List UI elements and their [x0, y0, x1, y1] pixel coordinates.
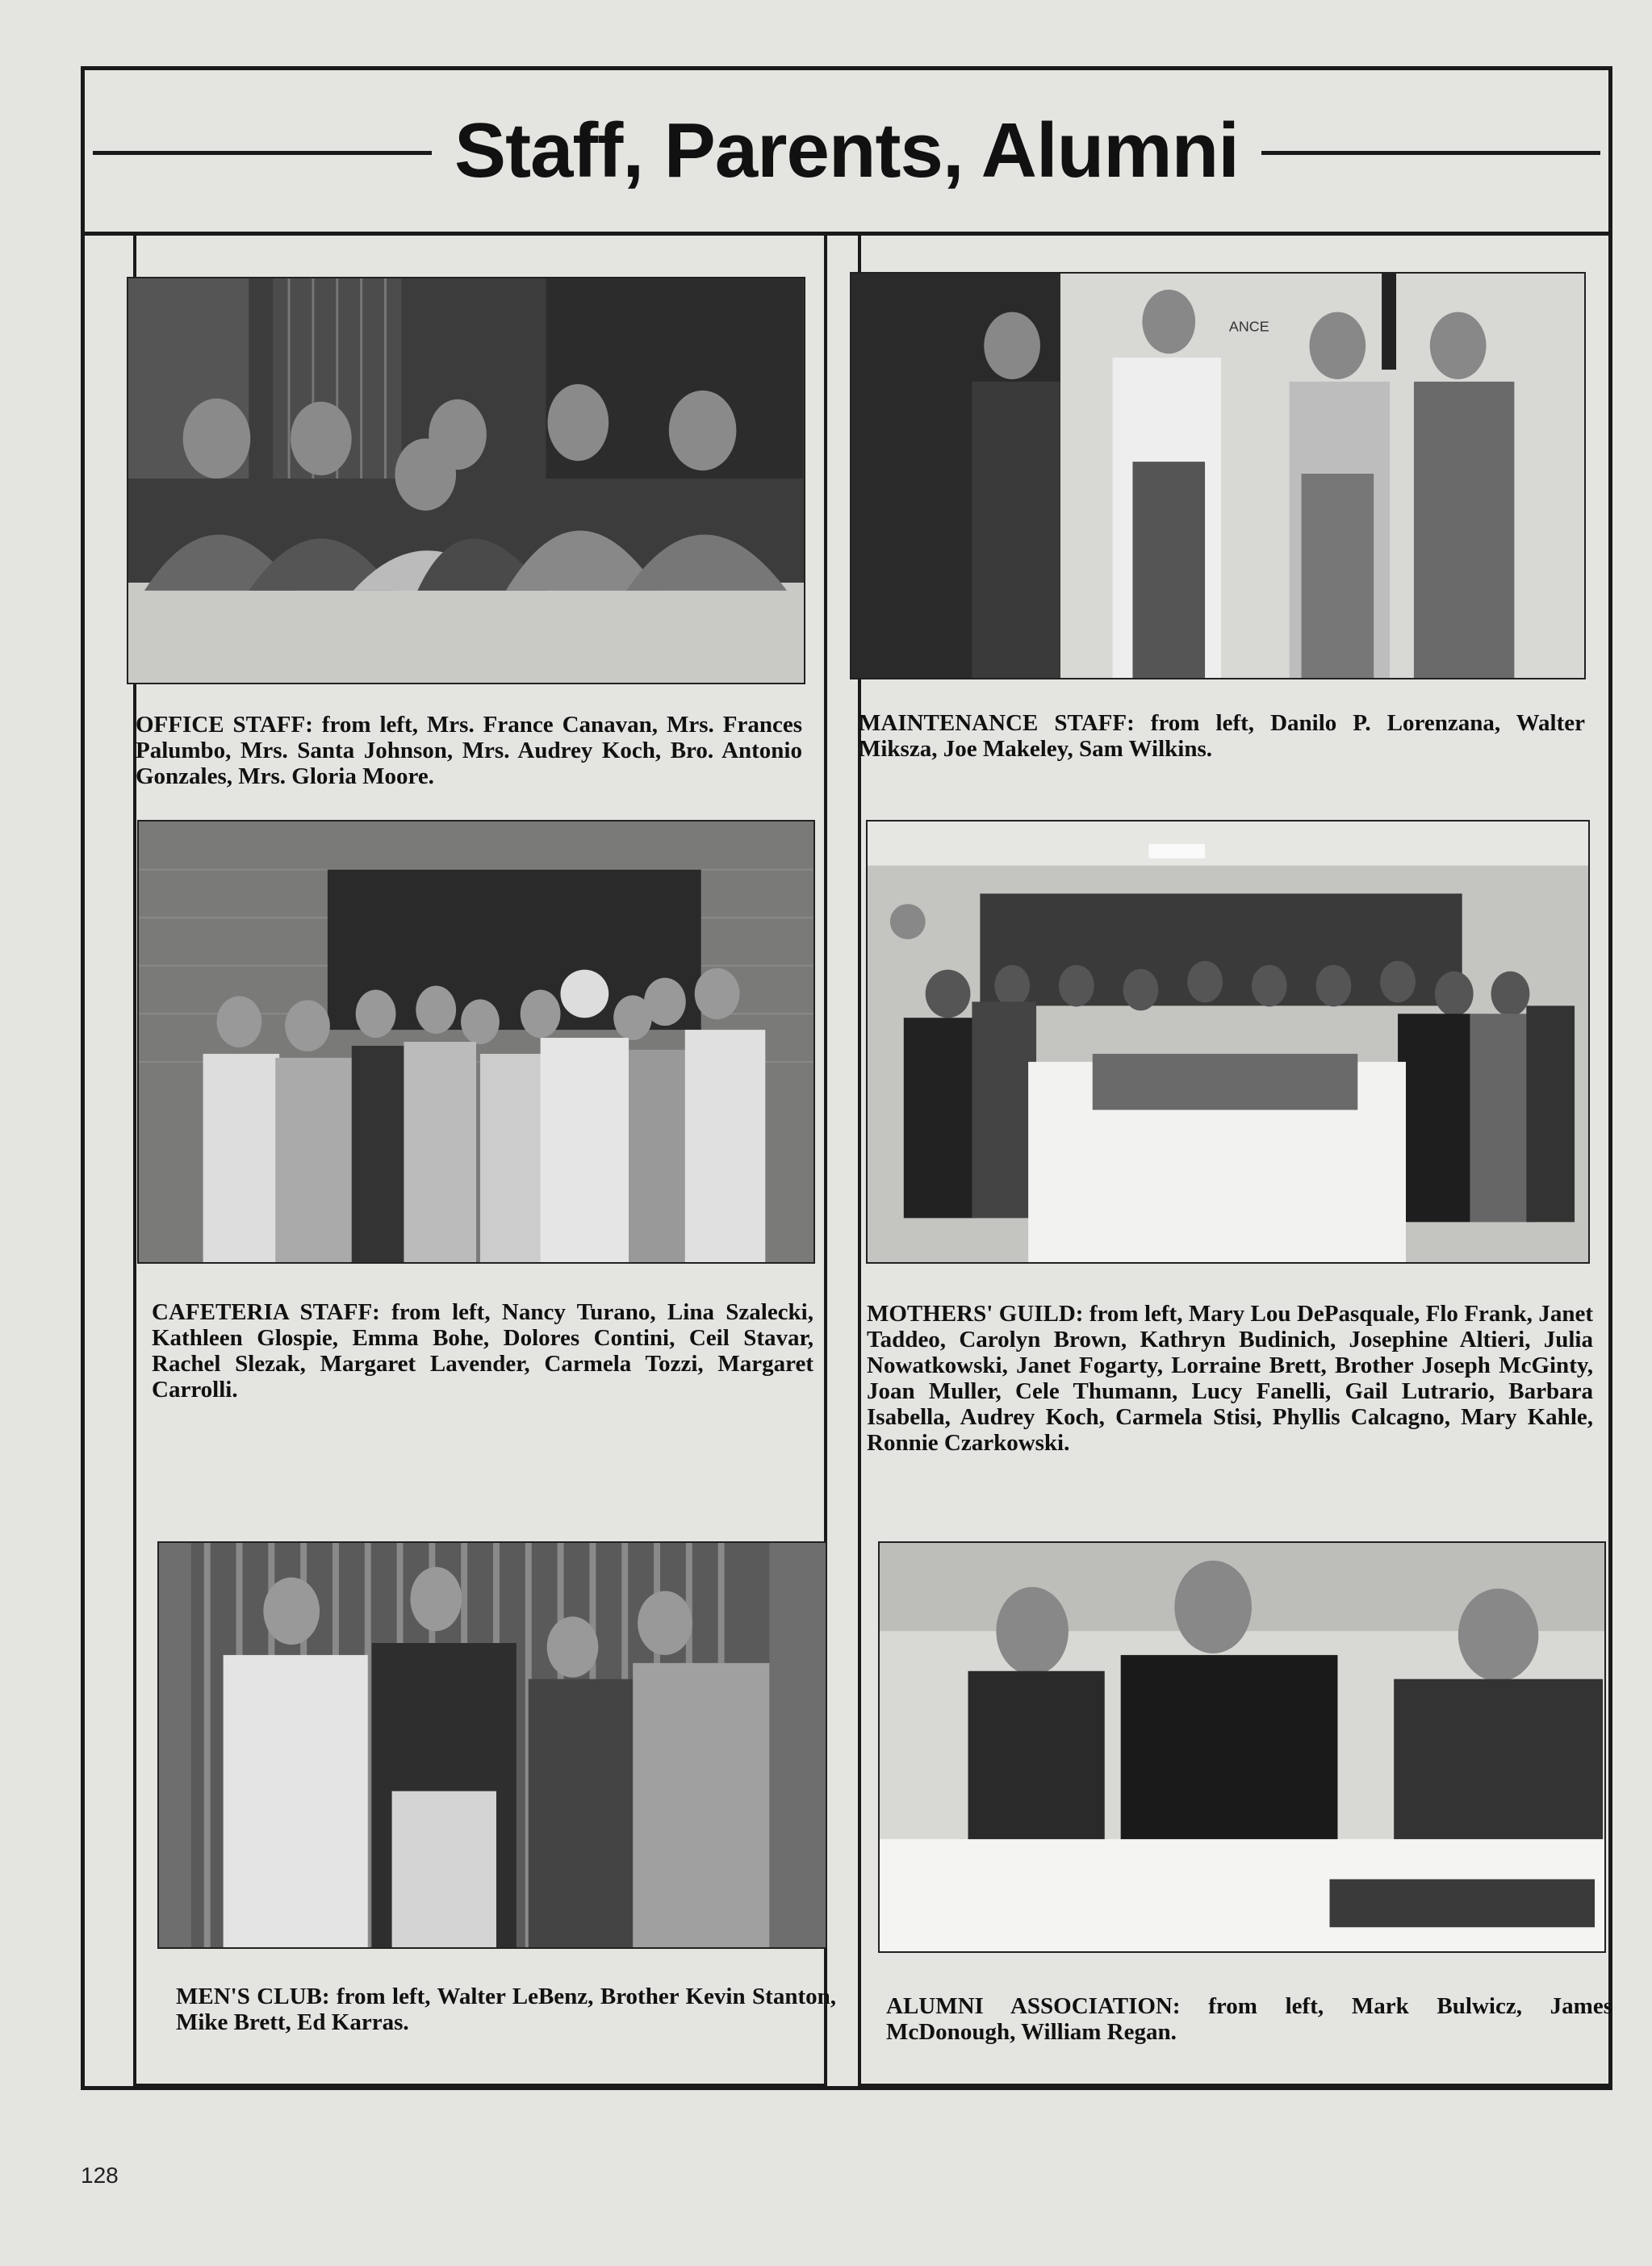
page-number: 128	[81, 2163, 119, 2188]
alumni-association-photo	[878, 1541, 1606, 1953]
page-title-text: Staff, Parents, Alumni	[432, 107, 1261, 194]
door-sign-text: ANCE	[1228, 318, 1269, 335]
mothers-guild-caption: MOTHERS' GUILD: from left, Mary Lou DePasquale, Flo Frank, Janet Taddeo, Carolyn Brown, Kathryn Budinich, Josephine Altieri, Julia Nowatkowski, Janet Fogarty, Lorraine Brett, Brother Joseph McGinty, Joan Muller, Cele Thumann, Lucy Fanelli, Gail Lutrario, Barbara Isabella, Audrey Koch, Carmela Stisi, Phyllis Calcagno, Mary Kahle, Ronnie Czarkowski.	[867, 1301, 1593, 1456]
page-title	[85, 107, 1608, 195]
maintenance-staff-photo	[850, 272, 1586, 679]
alumni-association-caption: ALUMNI ASSOCIATION: from left, Mark Bulwicz, James McDonough, William Regan.	[886, 1993, 1612, 2045]
mens-club-photo	[157, 1541, 827, 1949]
cafeteria-staff-caption: CAFETERIA STAFF: from left, Nancy Turano, Lina Szalecki, Kathleen Glospie, Emma Bohe, Dolores Contini, Ceil Stavar, Rachel Slezak, Margaret Lavender, Carmela Tozzi, Margaret Carrolli.	[152, 1299, 813, 1403]
mothers-guild-photo	[866, 820, 1590, 1264]
title-banner	[85, 70, 1608, 236]
office-staff-photo	[127, 277, 805, 684]
office-staff-caption: OFFICE STAFF: from left, Mrs. France Canavan, Mrs. Frances Palumbo, Mrs. Santa Johnson, Mrs. Audrey Koch, Bro. Antonio Gonzales, Mrs. Gloria Moore.	[136, 712, 802, 789]
mens-club-caption: MEN'S CLUB: from left, Walter LeBenz, Brother Kevin Stanton, Mike Brett, Ed Karras.	[176, 1984, 836, 2035]
cafeteria-staff-photo	[137, 820, 815, 1264]
maintenance-staff-caption: MAINTENANCE STAFF: from left, Danilo P. Lorenzana, Walter Miksza, Joe Makeley, Sam Wilkins.	[859, 710, 1585, 762]
